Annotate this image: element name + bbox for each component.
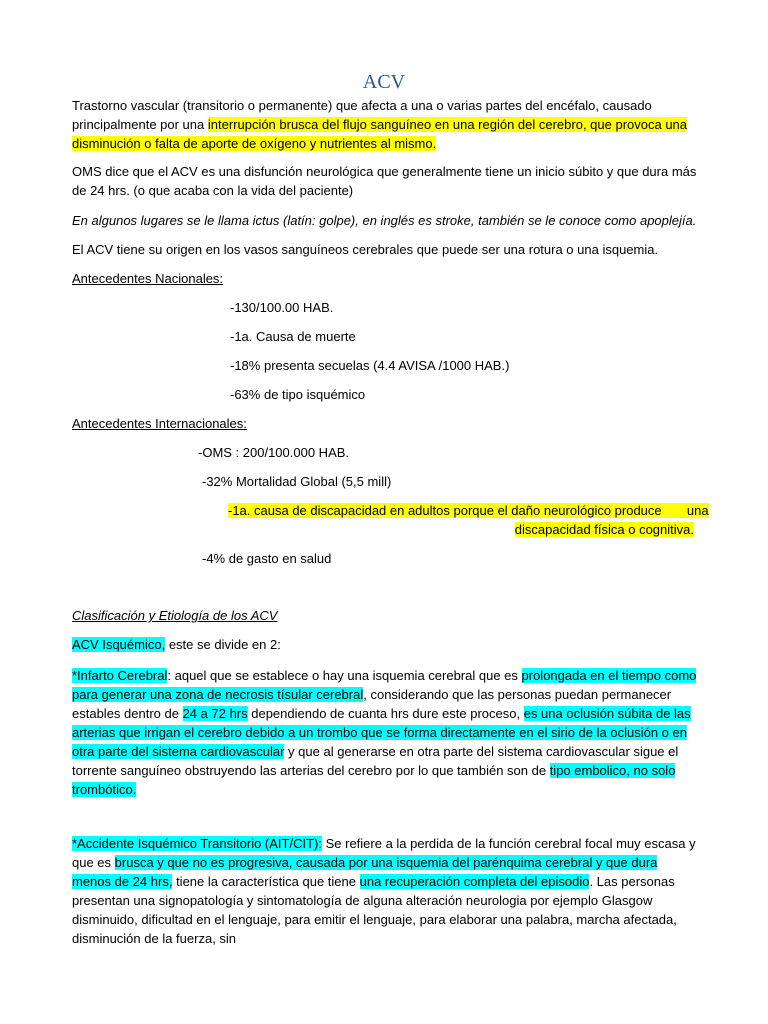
infarto-text: y que al generarse en otra parte del sistema cardiovascular sigue el torrente sanguíneo obstruyendo las arterias del cerebro por lo que también son de: [72, 744, 679, 778]
infarto-highlight: 24 a 72 hrs: [182, 706, 248, 721]
infarto-text: dependiendo de cuanta hrs dure este proceso,: [247, 706, 524, 721]
isquemico-heading: [72, 635, 698, 654]
nacionales-item: -18% presenta secuelas (4.4 AVISA /1000 HAB.): [230, 358, 510, 373]
oms-definition: OMS dice que el ACV es una disfunción neurológica que generalmente tiene un inicio súbito y que dura más de 24 hrs. (o que acaba con la vida del paciente): [72, 164, 697, 198]
nacionales-item: -63% de tipo isquémico: [230, 387, 366, 402]
infarto-text: , considerando que las personas puedan permanecer estables dentro de: [72, 687, 672, 721]
ait-text: . Las personas presentan una signopatología y sintomatología de alguna alteración neurologia por ejemplo Glasgow disminuido, dificultad en el lenguaje, para emitir el lenguaje, para elaborar una palabra, marcha afectada, disminución de la fuerza, sin: [72, 874, 677, 946]
isquemico-highlight: ACV Isquémico,: [72, 637, 166, 652]
nacionales-item: -130/100.00 HAB.: [230, 300, 334, 315]
discapacidad-highlight-1: -1a. causa de discapacidad en adultos porque el daño neurológico produce una: [228, 503, 709, 518]
ictus-text: En algunos lugares se le llama ictus (latín: golpe), en inglés es stroke, también se le conoce como apoplejía: [72, 213, 693, 228]
clasificacion-heading: Clasificación y Etiología de los ACV: [72, 608, 278, 623]
origin-paragraph: El ACV tiene su origen en los vasos sanguíneos cerebrales que puede ser una rotura o una isquemia.: [72, 242, 659, 257]
definition-paragraph: [72, 96, 698, 153]
ictus-note: En algunos lugares se le llama ictus (latín: golpe), en inglés es stroke, también se le conoce como apoplejía.: [72, 213, 697, 228]
ait-paragraph: [72, 834, 698, 948]
ait-text: Se refiere a la perdida de la función cerebral focal muy escasa y que es: [72, 836, 696, 870]
document-title: ACV: [362, 71, 406, 93]
infarto-paragraph: [72, 666, 698, 799]
ait-term: *Accidente Isquémico Transitorio (AIT/CIT):: [72, 836, 322, 851]
internacionales-discapacidad-line1: [228, 501, 709, 520]
internacionales-oms: -OMS : 200/100.000 HAB.: [198, 445, 350, 460]
discapacidad-highlight-2: discapacidad física o cognitiva.: [514, 522, 694, 537]
nacionales-heading: Antecedentes Nacionales:: [72, 271, 224, 286]
nacionales-item: -1a. Causa de muerte: [230, 329, 356, 344]
internacionales-gasto: -4% de gasto en salud: [202, 551, 332, 566]
ait-highlight: brusca y que no es progresiva, causada por una isquemia del parénquima cerebral y que dura menos de 24 hrs,: [72, 855, 658, 889]
definition-highlight: interrupción brusca del flujo sanguíneo en una región del cerebro, que provoca una disminución o falta de aporte de oxígeno y nutrientes al mismo.: [72, 117, 688, 151]
ait-highlight: una recuperación completa del episodio: [359, 874, 590, 889]
infarto-term: *Infarto Cerebral: [72, 668, 168, 683]
definition-text: Trastorno vascular (transitorio o permanente) que afecta a una o varias partes del encéfalo, causado principalmente por una: [72, 98, 652, 132]
isquemico-text: este se divide en 2:: [165, 637, 281, 652]
ait-text: tiene la característica que tiene: [172, 874, 360, 889]
internacionales-discapacidad-line2: [228, 520, 694, 539]
internacionales-heading: Antecedentes Internacionales:: [72, 416, 247, 431]
infarto-highlight: tipo embolico, no solo trombótico.: [72, 763, 676, 797]
infarto-highlight: prolongada en el tiempo como para generar una zona de necrosis tísular cerebral: [72, 668, 697, 702]
internacionales-mortalidad: -32% Mortalidad Global (5,5 mill): [202, 474, 392, 489]
infarto-highlight: es una oclusión súbita de las arterias que irrigan el cerebro debido a un trombo que se forma directamente en el sirio de la oclusión o en otra parte del sistema cardiovascular: [72, 706, 691, 759]
infarto-text: : aquel que se establece o hay una isquemia cerebral que es: [167, 668, 522, 683]
